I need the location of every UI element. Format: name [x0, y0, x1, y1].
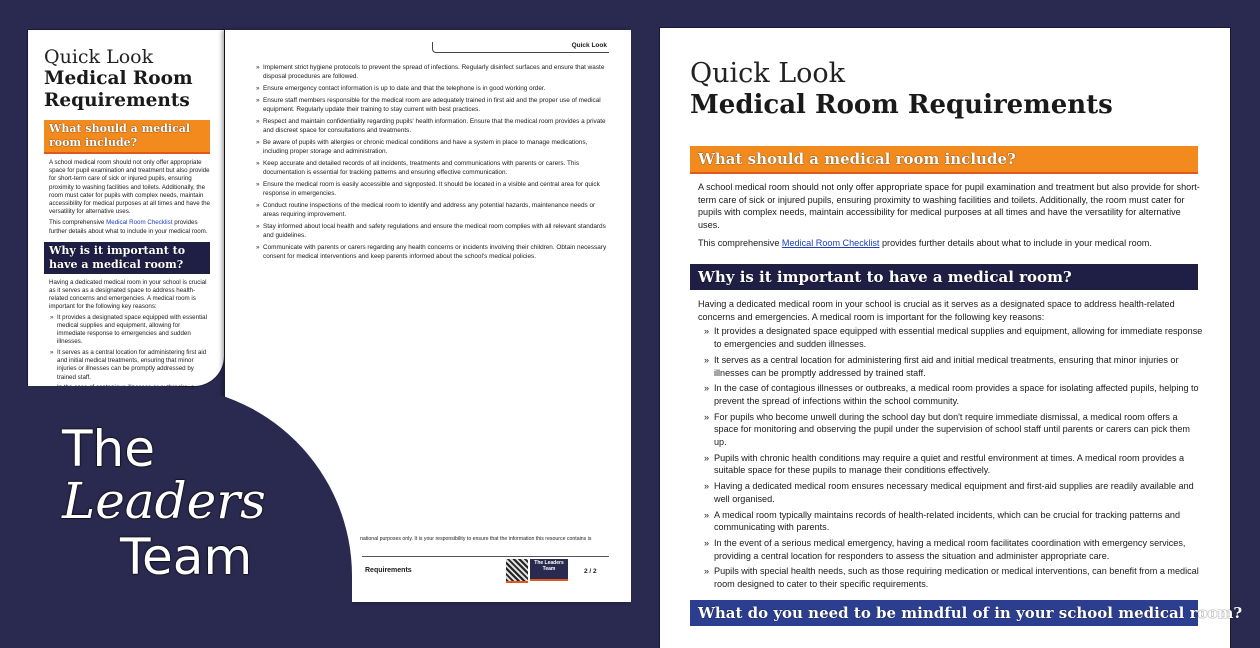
why-list: [698, 325, 1204, 590]
list-item: » For pupils who become unwell during the school day but don't require immediate dismissal, a medical room offers a space for monitoring and observing the pupil under the supervision of school staff until parents or carers can pick them up.: [714, 411, 1204, 449]
list-item: » Respect and maintain confidentiality regarding pupils' health information. Ensure that the medical room provides a private and discreet space for consultations and treatments.: [263, 117, 611, 135]
section-heading-why: Why is it important to have a medical room?: [690, 264, 1198, 290]
list-item: » In the case of contagious illnesses or outbreaks, a medical room provides a space for isolating affected pupils, helping to prevent the spread of infections within the school community.: [714, 382, 1204, 407]
page-number: 2 / 2: [584, 568, 597, 575]
footer-rule: [362, 556, 609, 557]
kicker: Quick Look: [44, 46, 154, 68]
list-item: » Having a dedicated medical room ensures necessary medical equipment and first-aid supplies are readily available and well organised.: [714, 480, 1204, 505]
document-page-1-thumbnail[interactable]: [28, 30, 224, 386]
checklist-line: [698, 237, 1204, 250]
list-item: » Pupils with special health needs, such as those requiring medication or medical interventions, can benefit from a medical room designed to cater to their specific requirements.: [714, 565, 1204, 590]
list-item: » Ensure staff members responsible for the medical room are adequately trained in first aid and the proper use of medical equipment. Regularly update their training to stay current with best practices.: [263, 96, 611, 114]
list-item: » Stay informed about local health and safety regulations and ensure the medical room complies with all relevant standards and guidelines.: [263, 222, 611, 240]
list-item: » Pupils with chronic health conditions may require a quiet and restful environment at times. A medical room provides a suitable space for these pupils to manage their conditions effectively.: [714, 452, 1204, 477]
why-paragraph: Having a dedicated medical room in your school is crucial as it serves as a designated space to address health-related concerns and emergencies. A medical room is important for the following key reasons:: [698, 299, 1175, 322]
brand-logo-team: Team: [120, 528, 253, 586]
mindful-list: [256, 63, 611, 261]
list-item: » Keep accurate and detailed records of all incidents, treatments and communications with parents or carers. This documentation is essential for tracking patterns and ensuring effective communication.: [263, 159, 611, 177]
disclaimer: national purposes only. It is your responsibility to ensure that the information this resource contains is: [360, 536, 592, 542]
document-page-1[interactable]: [660, 28, 1243, 648]
list-item: » Ensure emergency contact information is up to date and that the telephone is in good working order.: [263, 84, 611, 93]
kicker: Quick Look: [690, 58, 846, 89]
checklist-link[interactable]: Medical Room Checklist: [106, 219, 173, 227]
why-paragraph: Having a dedicated medical room in your school is crucial as it serves as a designated space to address health-related concerns and emergencies. A medical room is important for the following key reasons:: [49, 278, 207, 311]
list-item: » Communicate with parents or carers regarding any health concerns or incidents involving their children. Obtain necessary consent for medical interventions and keep parents informed about the school's medical policies.: [263, 243, 611, 261]
checklist-line: [49, 219, 210, 235]
checklist-pre: This comprehensive: [698, 237, 782, 248]
list-item: » Implement strict hygiene protocols to prevent the spread of infections. Regularly disinfect surfaces and ensure that waste disposal procedures are followed.: [263, 63, 611, 81]
section-heading-why: Why is it important to have a medical room?: [44, 242, 210, 274]
list-item: » Be aware of pupils with allergies or chronic medical conditions and have a system in place to manage medications, including proper storage and administration.: [263, 138, 611, 156]
list-item: » A medical room typically maintains records of health-related incidents, which can be crucial for tracking patterns and communicating with parents.: [714, 509, 1204, 534]
include-text: [698, 181, 1204, 250]
footer-title: Requirements: [365, 567, 412, 574]
footer-logo: The Leaders Team: [530, 559, 568, 581]
list-item: » It provides a designated space equipped with essential medical supplies and equipment, allowing for immediate response to emergencies and sudden illnesses.: [57, 314, 210, 347]
qr-code-icon: [506, 559, 528, 583]
why-text: [698, 298, 1204, 594]
brand-logo-leaders: Leaders: [62, 472, 266, 530]
list-item: » It serves as a central location for administering first aid and initial medical treatments, ensuring that minor injuries or illnesses can be promptly addressed by trained staff.: [714, 354, 1204, 379]
checklist-post: provides further details about what to include in your medical room.: [49, 219, 208, 235]
page-1-content: [44, 46, 210, 423]
section-heading-include: What should a medical room include?: [44, 120, 210, 154]
checklist-pre: This comprehensive: [49, 219, 107, 227]
doc-title: Medical Room Requirements: [690, 90, 1113, 120]
list-item: » Conduct routine inspections of the medical room to identify and address any potential hazards, maintenance needs or areas requiring improvement.: [263, 201, 611, 219]
mindful-text: [256, 63, 611, 264]
include-paragraph: A school medical room should not only offer appropriate space for pupil examination and treatment but also provide for short-term care of sick or injured pupils, ensuring proximity to washing facilities and toilets. Additionally, the room must cater for pupils with complex needs, maintain accessibility for medical purposes at all times and have the versatility for alternative uses.: [49, 159, 210, 216]
checklist-post: provides further details about what to include in your medical room.: [879, 237, 1152, 248]
list-item: » Ensure the medical room is easily accessible and signposted. It should be located in a visible and central area for quick response in emergencies.: [263, 180, 611, 198]
brand-logo-the: The: [62, 420, 155, 478]
include-paragraph: A school medical room should not only offer appropriate space for pupil examination and treatment but also provide for short-term care of sick or injured pupils, ensuring proximity to washing facilities and toilets. Additionally, the room must cater for pupils with complex needs, maintain accessibility for medical purposes at all times and have the versatility for alternative uses.: [698, 182, 1200, 231]
doc-title: Medical Room Requirements: [44, 68, 193, 111]
checklist-link[interactable]: Medical Room Checklist: [781, 237, 880, 248]
include-text: [44, 159, 210, 236]
list-item: » It serves as a central location for administering first aid and initial medical treatments, ensuring that minor injuries or illnesses can be promptly addressed by trained staff.: [57, 349, 210, 382]
running-head: Quick Look: [571, 42, 607, 49]
list-item: » In the event of a serious medical emergency, having a medical room facilitates coordination with emergency services, providing a central location for responders to assess the situation and administer appropriate care.: [714, 537, 1204, 562]
list-item: » It provides a designated space equipped with essential medical supplies and equipment, allowing for immediate response to emergencies and sudden illnesses.: [714, 325, 1204, 350]
section-heading-mindful: What do you need to be mindful of in your school medical room?: [690, 600, 1198, 626]
section-heading-include: What should a medical room include?: [690, 146, 1198, 174]
